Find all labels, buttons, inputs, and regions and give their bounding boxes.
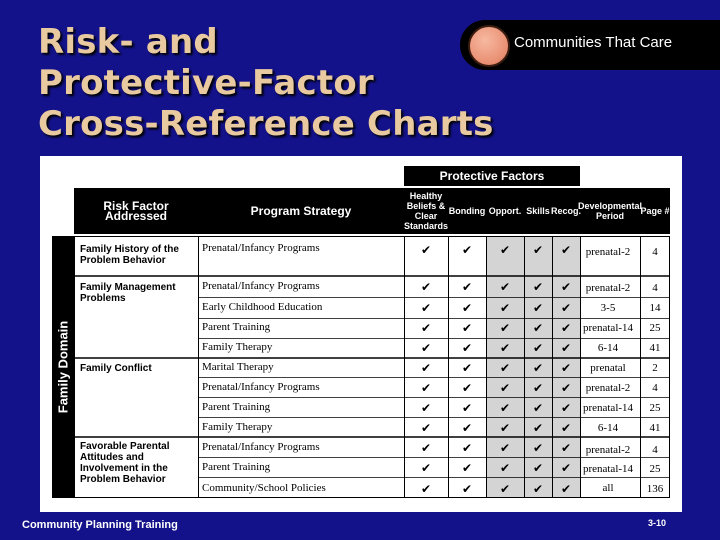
check-opport-icon: ✔ <box>499 421 511 435</box>
check-skills-icon: ✔ <box>532 482 544 496</box>
check-bonding-icon: ✔ <box>461 301 473 315</box>
check-healthy-icon: ✔ <box>420 280 432 294</box>
check-recog-icon: ✔ <box>560 361 572 375</box>
dev-period-cell: prenatal-2 <box>585 382 631 394</box>
page-cell: 41 <box>649 422 661 434</box>
check-healthy-icon: ✔ <box>420 243 432 257</box>
footer-training-label: Community Planning Training <box>22 519 178 531</box>
check-bonding-icon: ✔ <box>461 401 473 415</box>
check-skills-icon: ✔ <box>532 381 544 395</box>
check-bonding-icon: ✔ <box>461 341 473 355</box>
check-bonding-icon: ✔ <box>461 461 473 475</box>
dev-period-cell: prenatal <box>590 362 626 374</box>
title-line-3: Cross-Reference Charts <box>38 104 494 144</box>
title-line-2: Protective-Factor <box>38 63 374 103</box>
dev-period-cell: 6-14 <box>597 342 619 354</box>
check-bonding-icon: ✔ <box>461 441 473 455</box>
dev-period-cell: prenatal-14 <box>582 463 634 475</box>
program-cell: Prenatal/Infancy Programs <box>202 242 320 254</box>
dev-period-cell: all <box>602 482 614 494</box>
check-bonding-icon: ✔ <box>461 321 473 335</box>
program-cell: Parent Training <box>202 401 271 413</box>
check-healthy-icon: ✔ <box>420 321 432 335</box>
badge-label: Communities That Care <box>514 34 673 51</box>
program-cell: Parent Training <box>202 461 271 473</box>
check-healthy-icon: ✔ <box>420 421 432 435</box>
check-bonding-icon: ✔ <box>461 482 473 496</box>
check-healthy-icon: ✔ <box>420 441 432 455</box>
check-healthy-icon: ✔ <box>420 482 432 496</box>
check-bonding-icon: ✔ <box>461 243 473 257</box>
program-cell: Parent Training <box>202 321 271 333</box>
check-healthy-icon: ✔ <box>420 341 432 355</box>
page-cell: 14 <box>649 302 661 314</box>
col-bonding: Bonding <box>448 206 486 216</box>
risk-family-conflict: Family Conflict <box>80 363 152 374</box>
check-recog-icon: ✔ <box>560 243 572 257</box>
check-recog-icon: ✔ <box>560 401 572 415</box>
check-bonding-icon: ✔ <box>461 280 473 294</box>
check-healthy-icon: ✔ <box>420 361 432 375</box>
check-opport-icon: ✔ <box>499 301 511 315</box>
page-cell: 4 <box>652 282 658 294</box>
check-skills-icon: ✔ <box>532 280 544 294</box>
program-cell: Community/School Policies <box>202 482 326 494</box>
program-cell: Prenatal/Infancy Programs <box>202 381 320 393</box>
check-recog-icon: ✔ <box>560 421 572 435</box>
check-skills-icon: ✔ <box>532 401 544 415</box>
check-skills-icon: ✔ <box>532 301 544 315</box>
check-healthy-icon: ✔ <box>420 461 432 475</box>
col-risk-factor: Risk Factor Addressed <box>103 199 169 223</box>
check-opport-icon: ✔ <box>499 401 511 415</box>
check-skills-icon: ✔ <box>532 361 544 375</box>
col-healthy-beliefs: Healthy Beliefs & Clear Standards <box>404 191 449 231</box>
program-cell: Family Therapy <box>202 421 273 433</box>
page-cell: 2 <box>652 362 658 374</box>
check-opport-icon: ✔ <box>499 441 511 455</box>
dev-period-cell: prenatal-14 <box>582 402 634 414</box>
check-healthy-icon: ✔ <box>420 401 432 415</box>
page-cell: 25 <box>649 463 661 475</box>
check-opport-icon: ✔ <box>499 361 511 375</box>
check-recog-icon: ✔ <box>560 482 572 496</box>
dev-period-cell: prenatal-14 <box>582 322 634 334</box>
risk-favorable-parental-attitudes: Favorable Parental Attitudes and Involvement in the Problem Behavior <box>80 441 170 485</box>
check-skills-icon: ✔ <box>532 461 544 475</box>
check-skills-icon: ✔ <box>532 341 544 355</box>
dev-period-cell: 6-14 <box>597 422 619 434</box>
risk-family-management: Family Management Problems <box>80 282 176 304</box>
program-cell: Prenatal/Infancy Programs <box>202 441 320 453</box>
page-cell: 4 <box>652 444 658 456</box>
dev-period-cell: prenatal-2 <box>585 282 631 294</box>
check-recog-icon: ✔ <box>560 301 572 315</box>
check-recog-icon: ✔ <box>560 321 572 335</box>
check-skills-icon: ✔ <box>532 321 544 335</box>
check-opport-icon: ✔ <box>499 341 511 355</box>
check-skills-icon: ✔ <box>532 421 544 435</box>
page-cell: 4 <box>652 246 658 258</box>
check-opport-icon: ✔ <box>499 280 511 294</box>
page-cell: 41 <box>649 342 661 354</box>
check-recog-icon: ✔ <box>560 461 572 475</box>
page-cell: 4 <box>652 382 658 394</box>
program-cell: Early Childhood Education <box>202 301 323 313</box>
check-bonding-icon: ✔ <box>461 381 473 395</box>
col-recog: Recog. <box>551 206 582 216</box>
col-program-strategy: Program Strategy <box>250 204 352 218</box>
check-opport-icon: ✔ <box>499 461 511 475</box>
program-cell: Family Therapy <box>202 341 273 353</box>
dev-period-cell: 3-5 <box>600 302 616 314</box>
check-bonding-icon: ✔ <box>461 361 473 375</box>
check-skills-icon: ✔ <box>532 243 544 257</box>
check-healthy-icon: ✔ <box>420 381 432 395</box>
footer-slide-number: 3-10 <box>648 518 667 528</box>
col-developmental-period: Developmental Period <box>577 201 643 221</box>
page-cell: 136 <box>646 483 664 495</box>
check-opport-icon: ✔ <box>499 482 511 496</box>
check-opport-icon: ✔ <box>499 243 511 257</box>
col-page: Page # <box>640 206 670 216</box>
program-cell: Prenatal/Infancy Programs <box>202 280 320 292</box>
check-recog-icon: ✔ <box>560 381 572 395</box>
page-cell: 25 <box>649 322 661 334</box>
check-skills-icon: ✔ <box>532 441 544 455</box>
check-bonding-icon: ✔ <box>461 421 473 435</box>
check-healthy-icon: ✔ <box>420 301 432 315</box>
check-recog-icon: ✔ <box>560 441 572 455</box>
program-cell: Marital Therapy <box>202 361 274 373</box>
check-opport-icon: ✔ <box>499 321 511 335</box>
family-domain-label: Family Domain <box>55 320 71 414</box>
col-skills: Skills <box>526 206 550 216</box>
protective-factors-header: Protective Factors <box>404 166 580 186</box>
page-cell: 25 <box>649 402 661 414</box>
check-opport-icon: ✔ <box>499 381 511 395</box>
check-recog-icon: ✔ <box>560 341 572 355</box>
dev-period-cell: prenatal-2 <box>585 246 631 258</box>
risk-family-history: Family History of the Problem Behavior <box>80 244 179 266</box>
col-opport: Opport. <box>488 206 522 216</box>
title-line-1: Risk- and <box>38 22 218 62</box>
check-recog-icon: ✔ <box>560 280 572 294</box>
dev-period-cell: prenatal-2 <box>585 444 631 456</box>
